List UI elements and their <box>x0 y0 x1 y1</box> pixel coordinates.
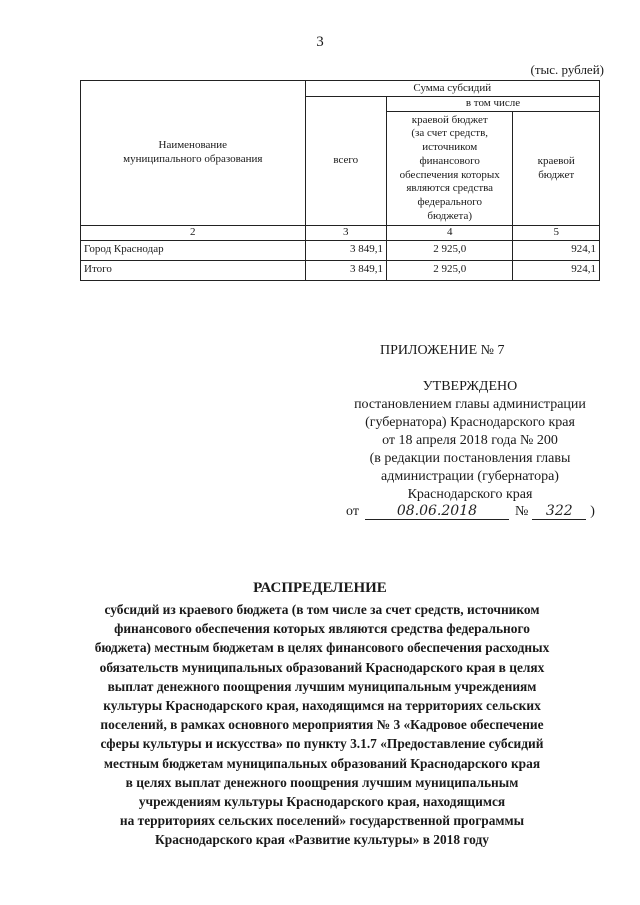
row-name: Итого <box>81 260 306 280</box>
sign-suffix: ) <box>590 504 595 519</box>
header-federal-line: финансового <box>419 154 480 167</box>
handwritten-number: 322 <box>532 503 586 520</box>
header-federal-line: краевой бюджет <box>411 113 488 126</box>
header-federal-line: обеспечения которых <box>399 168 500 181</box>
approval-line: УТВЕРЖДЕНО <box>422 379 518 394</box>
description-line: поселений, в рамках основного мероприятия № 3 «Кадровое обеспечение <box>100 717 544 733</box>
approval-line: (в редакции постановления главы <box>369 451 571 466</box>
header-municipality-line: Наименование <box>158 139 228 152</box>
description-line: обязательств муниципальных образований Краснодарского края в целях <box>99 659 545 675</box>
header-federal-line: являются средства <box>406 182 494 195</box>
row-regional: 924,1 <box>513 260 600 280</box>
approval-line: постановлением главы администрации <box>354 397 586 412</box>
column-number: 3 <box>305 226 386 241</box>
description-line: на территориях сельских поселений» государственной программы <box>119 813 525 829</box>
row-federal: 2 925,0 <box>387 260 513 280</box>
handwritten-date: 08.06.2018 <box>365 503 509 520</box>
column-number-row <box>81 226 600 241</box>
approval-line: (губернатора) Краснодарского края <box>365 415 575 430</box>
header-regional-line: краевой <box>537 154 575 167</box>
row-total: 3 849,1 <box>305 260 386 280</box>
description-line: учреждениям культуры Краснодарского края, находящимся <box>138 794 506 810</box>
sign-prefix: от <box>346 504 359 519</box>
distribution-description <box>72 600 572 850</box>
row-name: Город Краснодар <box>81 240 306 260</box>
header-regional-line: бюджет <box>538 168 575 181</box>
header-federal-line: бюджета) <box>427 209 473 222</box>
description-line: культуры Краснодарского края, находящимся на территориях сельских <box>103 698 541 714</box>
approval-line: администрации (губернатора) <box>381 469 559 484</box>
table-row <box>81 240 600 260</box>
document-title: РАСПРЕДЕЛЕНИЕ <box>253 580 387 596</box>
header-total: всего <box>305 97 386 226</box>
header-sum: Сумма субсидий <box>305 81 599 97</box>
header-municipality <box>81 81 306 226</box>
description-line: выплат денежного поощрения лучшим муниципальным учреждениям <box>107 678 537 694</box>
column-number: 2 <box>81 226 306 241</box>
amendment-reference <box>346 503 595 520</box>
header-regional <box>513 112 600 226</box>
subsidy-table <box>80 80 600 281</box>
approval-block <box>300 378 640 504</box>
column-number: 4 <box>387 226 513 241</box>
header-federal <box>387 112 513 226</box>
row-regional: 924,1 <box>513 240 600 260</box>
units-label: (тыс. рублей) <box>530 62 604 77</box>
row-total: 3 849,1 <box>305 240 386 260</box>
description-line: субсидий из краевого бюджета (в том числе за счет средств, источником <box>104 602 540 617</box>
header-including: в том числе <box>387 97 600 112</box>
header-federal-line: источником <box>422 141 478 153</box>
approval-line: от 18 апреля 2018 года № 200 <box>382 433 558 448</box>
description-line: бюджета) местным бюджетам в целях финансового обеспечения расходных <box>94 640 550 656</box>
description-line: Краснодарского края «Развитие культуры» в 2018 году <box>155 832 489 848</box>
sign-number-label: № <box>514 504 529 519</box>
description-line: местным бюджетам муниципальных образований Краснодарского края <box>103 755 541 771</box>
header-municipality-line: муниципального образования <box>123 153 263 165</box>
page-number: 3 <box>316 34 324 50</box>
approval-line: Краснодарского края <box>407 487 533 502</box>
header-federal-line: (за счет средств, <box>411 127 489 140</box>
description-line: финансового обеспечения которых являются средства федерального <box>114 621 530 637</box>
column-number: 5 <box>513 226 600 241</box>
appendix-heading: ПРИЛОЖЕНИЕ № 7 <box>380 343 505 358</box>
header-federal-line: федерального <box>417 196 482 208</box>
description-line: сферы культуры и искусства» по пункту 3.1.7 «Предоставление субсидий <box>100 736 544 752</box>
row-federal: 2 925,0 <box>387 240 513 260</box>
description-line: в целях выплат денежного поощрения лучшим муниципальным <box>125 774 519 790</box>
table-row <box>81 260 600 280</box>
